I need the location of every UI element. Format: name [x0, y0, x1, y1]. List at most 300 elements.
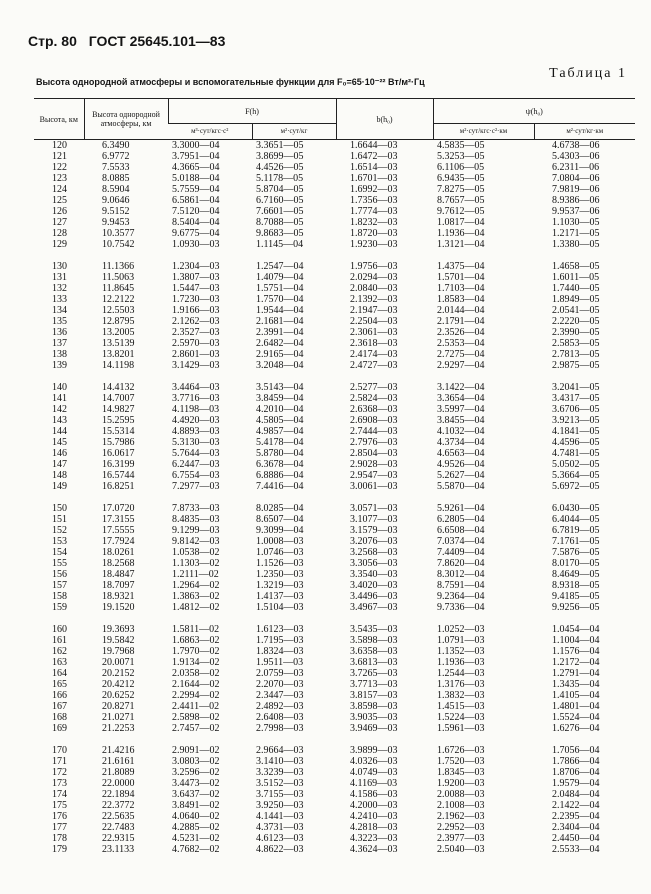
table-row — [34, 151, 635, 162]
F-value-1: 1.6863—02 — [172, 635, 220, 646]
F-value-2: 2.9664—03 — [256, 745, 304, 756]
psi-value-2: 1.8949—05 — [552, 294, 600, 305]
homog-height-cell: 20.4212 — [102, 679, 135, 690]
table-row — [34, 217, 635, 228]
table-row — [34, 261, 635, 272]
F-value-2: 3.7155—03 — [256, 789, 304, 800]
psi-value-2: 2.2220—05 — [552, 316, 600, 327]
psi-value-2: 1.1030—05 — [552, 217, 600, 228]
height-cell: 161 — [52, 635, 67, 646]
psi-value-1: 1.1936—03 — [437, 657, 485, 668]
height-cell: 163 — [52, 657, 67, 668]
table-row — [34, 272, 635, 283]
F-value-1: 1.3863—02 — [172, 591, 220, 602]
F-value-1: 4.4920—03 — [172, 415, 220, 426]
psi-value-2: 1.7866—04 — [552, 756, 600, 767]
b-value: 2.1947—03 — [350, 305, 398, 316]
height-cell: 129 — [52, 239, 67, 250]
F-value-2: 5.8704—05 — [256, 184, 304, 195]
b-value: 2.7976—03 — [350, 437, 398, 448]
b-value: 2.4727—03 — [350, 360, 398, 371]
psi-value-1: 2.1962—03 — [437, 811, 485, 822]
homog-height-cell: 20.0071 — [102, 657, 135, 668]
psi-value-1: 1.7520—03 — [437, 756, 485, 767]
height-cell: 127 — [52, 217, 67, 228]
col-F-header: F(h) — [168, 99, 336, 124]
height-cell: 166 — [52, 690, 67, 701]
homog-height-cell: 11.8645 — [102, 283, 135, 294]
b-value: 1.6514—03 — [350, 162, 398, 173]
psi-value-1: 1.5701—04 — [437, 272, 485, 283]
table-row — [34, 393, 635, 404]
psi-value-1: 3.8455—04 — [437, 415, 485, 426]
F-value-1: 3.0803—02 — [172, 756, 220, 767]
table-row — [34, 844, 635, 855]
F-value-1: 1.2304—03 — [172, 261, 220, 272]
F-value-1: 3.6437—02 — [172, 789, 220, 800]
height-cell: 158 — [52, 591, 67, 602]
b-value: 3.4967—03 — [350, 602, 398, 613]
homog-height-cell: 9.0646 — [102, 195, 130, 206]
b-value: 4.2818—03 — [350, 822, 398, 833]
F-value-1: 2.1644—02 — [172, 679, 220, 690]
psi-value-2: 3.2041—05 — [552, 382, 600, 393]
height-cell: 165 — [52, 679, 67, 690]
psi-value-2: 2.1422—04 — [552, 800, 600, 811]
psi-value-2: 1.0454—04 — [552, 624, 600, 635]
table-row — [34, 591, 635, 602]
F-value-1: 5.3130—03 — [172, 437, 220, 448]
psi-value-1: 1.5961—03 — [437, 723, 485, 734]
F-value-2: 3.3239—03 — [256, 767, 304, 778]
height-cell: 156 — [52, 569, 67, 580]
col-height-header: Высота, км — [34, 99, 84, 140]
col-psi-unit1: м²·сут/кгс·с²·км — [433, 124, 534, 140]
homog-height-cell: 20.2152 — [102, 668, 135, 679]
psi-value-1: 1.1936—04 — [437, 228, 485, 239]
F-value-2: 7.4416—04 — [256, 481, 304, 492]
height-cell: 152 — [52, 525, 67, 536]
F-value-2: 4.4526—05 — [256, 162, 304, 173]
height-cell: 177 — [52, 822, 67, 833]
table-row — [34, 206, 635, 217]
psi-value-2: 2.3990—05 — [552, 327, 600, 338]
psi-value-1: 4.5835—05 — [437, 140, 485, 151]
col-psi-unit2: м²·сут/кг·км — [534, 124, 635, 140]
F-value-2: 1.6123—03 — [256, 624, 304, 635]
psi-value-2: 1.6276—04 — [552, 723, 600, 734]
spacer-cell — [34, 492, 635, 503]
page-number: Стр. 80 — [28, 33, 77, 49]
psi-value-1: 5.5870—04 — [437, 481, 485, 492]
psi-value-2: 9.9537—06 — [552, 206, 600, 217]
psi-value-2: 1.6011—05 — [552, 272, 600, 283]
F-value-2: 3.1410—03 — [256, 756, 304, 767]
table-row — [34, 514, 635, 525]
F-value-1: 7.2977—03 — [172, 481, 220, 492]
psi-value-1: 4.1032—04 — [437, 426, 485, 437]
psi-value-1: 2.0144—04 — [437, 305, 485, 316]
homog-height-cell: 13.2005 — [102, 327, 135, 338]
b-value: 3.3540—03 — [350, 569, 398, 580]
homog-height-cell: 18.4847 — [102, 569, 135, 580]
psi-value-1: 2.3977—03 — [437, 833, 485, 844]
table-row — [34, 778, 635, 789]
spacer-cell — [34, 613, 635, 624]
psi-value-1: 9.7336—04 — [437, 602, 485, 613]
F-value-1: 2.2994—02 — [172, 690, 220, 701]
height-cell: 159 — [52, 602, 67, 613]
b-value: 1.6472—03 — [350, 151, 398, 162]
homog-height-cell: 14.4132 — [102, 382, 135, 393]
height-cell: 151 — [52, 514, 67, 525]
F-value-1: 5.7644—03 — [172, 448, 220, 459]
psi-value-2: 1.5524—04 — [552, 712, 600, 723]
col-F-unit2: м²·сут/кг — [252, 124, 336, 140]
homog-height-cell: 18.0261 — [102, 547, 135, 558]
table-row — [34, 360, 635, 371]
F-value-2: 6.7160—05 — [256, 195, 304, 206]
b-value: 3.6358—03 — [350, 646, 398, 657]
F-value-2: 1.2350—03 — [256, 569, 304, 580]
F-value-2: 4.3731—03 — [256, 822, 304, 833]
F-value-1: 2.9091—02 — [172, 745, 220, 756]
psi-value-2: 3.4317—05 — [552, 393, 600, 404]
table-row — [34, 228, 635, 239]
homog-height-cell: 22.1894 — [102, 789, 135, 800]
table-row — [34, 305, 635, 316]
psi-value-1: 8.3012—04 — [437, 569, 485, 580]
psi-value-1: 6.6508—04 — [437, 525, 485, 536]
psi-value-2: 1.1004—04 — [552, 635, 600, 646]
table-row — [34, 294, 635, 305]
height-cell: 160 — [52, 624, 67, 635]
table-row — [34, 624, 635, 635]
psi-value-1: 1.4515—03 — [437, 701, 485, 712]
b-value: 2.5277—03 — [350, 382, 398, 393]
psi-value-1: 9.2364—04 — [437, 591, 485, 602]
height-cell: 164 — [52, 668, 67, 679]
psi-value-1: 1.0252—03 — [437, 624, 485, 635]
psi-value-2: 1.4801—04 — [552, 701, 600, 712]
height-cell: 131 — [52, 272, 67, 283]
homog-height-cell: 14.7007 — [102, 393, 135, 404]
height-cell: 137 — [52, 338, 67, 349]
F-value-2: 8.0285—04 — [256, 503, 304, 514]
psi-value-2: 4.7481—05 — [552, 448, 600, 459]
homog-height-cell: 8.0885 — [102, 173, 130, 184]
psi-value-1: 5.9261—04 — [437, 503, 485, 514]
table-row — [34, 349, 635, 360]
table-row — [34, 459, 635, 470]
homog-height-cell: 8.5904 — [102, 184, 130, 195]
table-row — [34, 569, 635, 580]
F-value-2: 2.4892—03 — [256, 701, 304, 712]
F-value-2: 5.8780—04 — [256, 448, 304, 459]
psi-value-1: 2.5040—03 — [437, 844, 485, 855]
F-value-2: 3.5143—04 — [256, 382, 304, 393]
F-value-2: 2.3991—04 — [256, 327, 304, 338]
psi-value-2: 6.2311—06 — [552, 162, 600, 173]
b-value: 3.9469—03 — [350, 723, 398, 734]
homog-height-cell: 19.1520 — [102, 602, 135, 613]
spacer-cell — [34, 371, 635, 382]
table-row — [34, 404, 635, 415]
height-cell: 140 — [52, 382, 67, 393]
F-value-1: 4.5231—02 — [172, 833, 220, 844]
b-value: 1.6644—03 — [350, 140, 398, 151]
spacer-cell — [34, 734, 635, 745]
height-cell: 171 — [52, 756, 67, 767]
homog-height-cell: 22.9315 — [102, 833, 135, 844]
table-row — [34, 338, 635, 349]
b-value: 3.0061—03 — [350, 481, 398, 492]
psi-value-1: 1.7103—04 — [437, 283, 485, 294]
psi-value-2: 7.9819—06 — [552, 184, 600, 195]
height-cell: 168 — [52, 712, 67, 723]
height-cell: 123 — [52, 173, 67, 184]
homog-height-cell: 7.5533 — [102, 162, 130, 173]
height-cell: 130 — [52, 261, 67, 272]
psi-value-2: 2.4450—04 — [552, 833, 600, 844]
homog-height-cell: 12.2122 — [102, 294, 135, 305]
b-value: 2.8504—03 — [350, 448, 398, 459]
F-value-2: 5.4178—04 — [256, 437, 304, 448]
psi-value-2: 2.9875—05 — [552, 360, 600, 371]
height-cell: 124 — [52, 184, 67, 195]
b-value: 1.8720—03 — [350, 228, 398, 239]
b-value: 3.4020—03 — [350, 580, 398, 591]
F-value-1: 7.5120—04 — [172, 206, 220, 217]
F-value-1: 3.4464—03 — [172, 382, 220, 393]
psi-value-1: 5.2627—04 — [437, 470, 485, 481]
F-value-2: 3.9250—03 — [256, 800, 304, 811]
homog-height-cell: 22.3772 — [102, 800, 135, 811]
homog-height-cell: 18.9321 — [102, 591, 135, 602]
psi-value-2: 1.2172—04 — [552, 657, 600, 668]
table-row — [34, 712, 635, 723]
psi-value-2: 9.9256—05 — [552, 602, 600, 613]
F-value-2: 2.3447—03 — [256, 690, 304, 701]
table-row — [34, 723, 635, 734]
b-value: 1.8232—03 — [350, 217, 398, 228]
psi-value-1: 2.1791—04 — [437, 316, 485, 327]
table-row — [34, 239, 635, 250]
height-cell: 126 — [52, 206, 67, 217]
table-row — [34, 580, 635, 591]
b-value: 4.2000—03 — [350, 800, 398, 811]
table-row — [34, 602, 635, 613]
F-value-2: 3.5152—03 — [256, 778, 304, 789]
psi-value-1: 1.5224—03 — [437, 712, 485, 723]
psi-value-1: 3.1422—04 — [437, 382, 485, 393]
homog-height-cell: 21.2253 — [102, 723, 135, 734]
b-value: 1.6992—03 — [350, 184, 398, 195]
F-value-2: 1.7570—04 — [256, 294, 304, 305]
height-cell: 150 — [52, 503, 67, 514]
height-cell: 133 — [52, 294, 67, 305]
homog-height-cell: 19.3693 — [102, 624, 135, 635]
F-value-2: 1.4079—04 — [256, 272, 304, 283]
table-row — [34, 745, 635, 756]
table-row — [34, 536, 635, 547]
b-value: 3.1579—03 — [350, 525, 398, 536]
spacer-cell — [34, 250, 635, 261]
table-body — [34, 140, 635, 856]
F-value-1: 4.7682—02 — [172, 844, 220, 855]
b-value: 2.3618—03 — [350, 338, 398, 349]
table-row — [34, 800, 635, 811]
col-homog-header: Высота однородной атмосферы, км — [84, 99, 168, 140]
F-value-1: 2.4411—02 — [172, 701, 220, 712]
F-value-1: 4.0640—02 — [172, 811, 220, 822]
F-value-1: 1.0538—02 — [172, 547, 220, 558]
homog-height-cell: 16.8251 — [102, 481, 135, 492]
F-value-2: 1.3219—03 — [256, 580, 304, 591]
F-value-2: 4.1441—03 — [256, 811, 304, 822]
F-value-2: 3.8459—04 — [256, 393, 304, 404]
psi-value-1: 2.0088—03 — [437, 789, 485, 800]
psi-value-2: 1.3435—04 — [552, 679, 600, 690]
F-value-1: 8.4835—03 — [172, 514, 220, 525]
psi-value-2: 3.9213—05 — [552, 415, 600, 426]
homog-height-cell: 15.7986 — [102, 437, 135, 448]
b-value: 3.7265—03 — [350, 668, 398, 679]
homog-height-cell: 9.5152 — [102, 206, 130, 217]
psi-value-1: 1.6726—03 — [437, 745, 485, 756]
b-value: 4.1586—03 — [350, 789, 398, 800]
standard-code: ГОСТ 25645.101—83 — [88, 33, 226, 49]
psi-value-2: 5.3664—05 — [552, 470, 600, 481]
F-value-1: 1.4812—02 — [172, 602, 220, 613]
b-value: 2.0840—03 — [350, 283, 398, 294]
F-value-2: 2.7998—03 — [256, 723, 304, 734]
F-value-2: 4.9857—04 — [256, 426, 304, 437]
table-row — [34, 448, 635, 459]
table-row — [34, 503, 635, 514]
b-value: 4.3223—03 — [350, 833, 398, 844]
F-value-2: 8.6507—04 — [256, 514, 304, 525]
b-value: 2.6368—03 — [350, 404, 398, 415]
psi-value-2: 1.2171—05 — [552, 228, 600, 239]
psi-value-1: 2.5353—04 — [437, 338, 485, 349]
homog-height-cell: 21.6161 — [102, 756, 135, 767]
homog-height-cell: 16.3199 — [102, 459, 135, 470]
b-value: 3.8157—03 — [350, 690, 398, 701]
b-value: 2.9547—03 — [350, 470, 398, 481]
F-value-1: 7.8733—03 — [172, 503, 220, 514]
psi-value-1: 2.7275—04 — [437, 349, 485, 360]
psi-value-2: 1.7056—04 — [552, 745, 600, 756]
psi-value-2: 4.1841—05 — [552, 426, 600, 437]
psi-value-1: 4.9526—04 — [437, 459, 485, 470]
group-spacer — [34, 492, 635, 503]
b-value: 3.2076—03 — [350, 536, 398, 547]
b-value: 3.9035—03 — [350, 712, 398, 723]
psi-value-1: 1.3832—03 — [437, 690, 485, 701]
F-value-1: 1.9166—03 — [172, 305, 220, 316]
psi-value-2: 1.4658—05 — [552, 261, 600, 272]
F-value-2: 1.0008—03 — [256, 536, 304, 547]
b-value: 4.0326—03 — [350, 756, 398, 767]
psi-value-2: 2.0541—05 — [552, 305, 600, 316]
b-value: 1.6701—03 — [350, 173, 398, 184]
psi-value-2: 7.1761—05 — [552, 536, 600, 547]
height-cell: 170 — [52, 745, 67, 756]
b-value: 1.9230—03 — [350, 239, 398, 250]
F-value-1: 4.3665—04 — [172, 162, 220, 173]
col-psi-header: ψ(h₀) — [433, 99, 635, 124]
psi-value-2: 1.9579—04 — [552, 778, 600, 789]
height-cell: 157 — [52, 580, 67, 591]
table-label: Таблица 1 — [549, 66, 627, 81]
psi-value-1: 4.3734—04 — [437, 437, 485, 448]
height-cell: 145 — [52, 437, 67, 448]
homog-height-cell: 12.5503 — [102, 305, 135, 316]
F-value-2: 9.3099—04 — [256, 525, 304, 536]
homog-height-cell: 13.5139 — [102, 338, 135, 349]
height-cell: 146 — [52, 448, 67, 459]
table-row — [34, 679, 635, 690]
table-row — [34, 558, 635, 569]
b-value: 2.9028—03 — [350, 459, 398, 470]
table-caption: Высота однородной атмосферы и вспомогательные функции для F₀=65·10⁻²² Вт/м²·Гц — [36, 77, 425, 87]
F-value-2: 6.3678—04 — [256, 459, 304, 470]
table-row — [34, 668, 635, 679]
height-cell: 134 — [52, 305, 67, 316]
b-value: 3.1077—03 — [350, 514, 398, 525]
table-row — [34, 547, 635, 558]
F-value-2: 4.6123—03 — [256, 833, 304, 844]
homog-height-cell: 14.9827 — [102, 404, 135, 415]
height-cell: 128 — [52, 228, 67, 239]
height-cell: 147 — [52, 459, 67, 470]
b-value: 3.5435—03 — [350, 624, 398, 635]
F-value-1: 4.2885—02 — [172, 822, 220, 833]
F-value-1: 1.3807—03 — [172, 272, 220, 283]
table-row — [34, 316, 635, 327]
table-row — [34, 635, 635, 646]
F-value-2: 2.6408—03 — [256, 712, 304, 723]
psi-value-1: 7.8275—05 — [437, 184, 485, 195]
F-value-2: 3.2048—04 — [256, 360, 304, 371]
height-cell: 178 — [52, 833, 67, 844]
b-value: 1.7774—03 — [350, 206, 398, 217]
psi-value-1: 7.4409—04 — [437, 547, 485, 558]
F-value-2: 3.8699—05 — [256, 151, 304, 162]
homog-height-cell: 14.1198 — [102, 360, 135, 371]
psi-value-2: 4.6738—06 — [552, 140, 600, 151]
b-value: 2.2504—03 — [350, 316, 398, 327]
F-value-1: 2.5970—03 — [172, 338, 220, 349]
homog-height-cell: 18.7097 — [102, 580, 135, 591]
psi-value-2: 2.0484—04 — [552, 789, 600, 800]
F-value-2: 1.2547—04 — [256, 261, 304, 272]
homog-height-cell: 19.7968 — [102, 646, 135, 657]
homog-height-cell: 18.2568 — [102, 558, 135, 569]
psi-value-2: 7.0804—06 — [552, 173, 600, 184]
psi-value-2: 6.7819—05 — [552, 525, 600, 536]
F-value-1: 1.5811—02 — [172, 624, 220, 635]
atmosphere-table — [34, 98, 635, 855]
F-value-1: 4.8893—03 — [172, 426, 220, 437]
F-value-1: 1.2964—02 — [172, 580, 220, 591]
F-value-2: 9.8683—05 — [256, 228, 304, 239]
psi-value-2: 6.0430—05 — [552, 503, 600, 514]
F-value-1: 1.1303—02 — [172, 558, 220, 569]
table-row — [34, 701, 635, 712]
group-spacer — [34, 734, 635, 745]
